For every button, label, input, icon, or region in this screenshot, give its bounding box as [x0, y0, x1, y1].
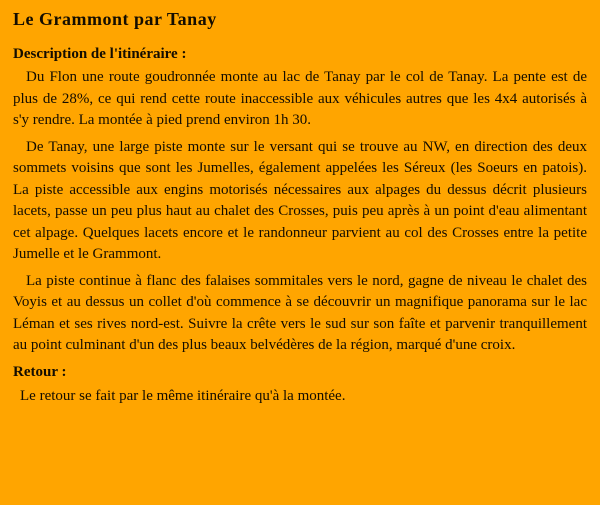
- paragraph-retour: Le retour se fait par le même itinéraire qu'à la montée.: [20, 387, 346, 404]
- section-heading-retour: Retour :: [13, 363, 67, 380]
- section-heading-description: Description de l'itinéraire :: [13, 46, 187, 62]
- paragraph-crete-panorama: La piste continue à flanc des falaises sommitales vers le nord, gagne de niveau le chalet des Voyis et au dessus un collet d'où commence à se découvrir un magnifique panorama sur le lac Léman et ses rives nord-est. Suivre la crête vers le sud sur son faîte et parvenir tranquillement au point culminant d'un des plus beaux belvédères de la région, marqué d'une croix.: [13, 272, 587, 353]
- paragraph-route-access: Du Flon une route goudronnée monte au lac de Tanay par le col de Tanay. La pente est de plus de 28%, ce qui rend cette route inaccessible aux véhicules autres que les 4x4 autorisés à s'y rendre. La montée à pied prend environ 1h 30.: [13, 69, 587, 128]
- paragraph-piste-lacets: De Tanay, une large piste monte sur le versant qui se trouve au NW, en direction des deux sommets voisins que sont les Jumelles, également appelées les Séreux (les Soeurs en patois). La piste accessible aux engins motorisés nécessaires aux alpages du dessus décrit plusieurs lacets, passe un peu plus haut au chalet des Crosses, puis peu après à un point d'eau alimentant cet alpage. Quelques lacets encore et le randonneur parvient au col des Crosses entre la petite Jumelle et le Grammont.: [13, 138, 587, 262]
- page-title: Le Grammont par Tanay: [13, 9, 217, 29]
